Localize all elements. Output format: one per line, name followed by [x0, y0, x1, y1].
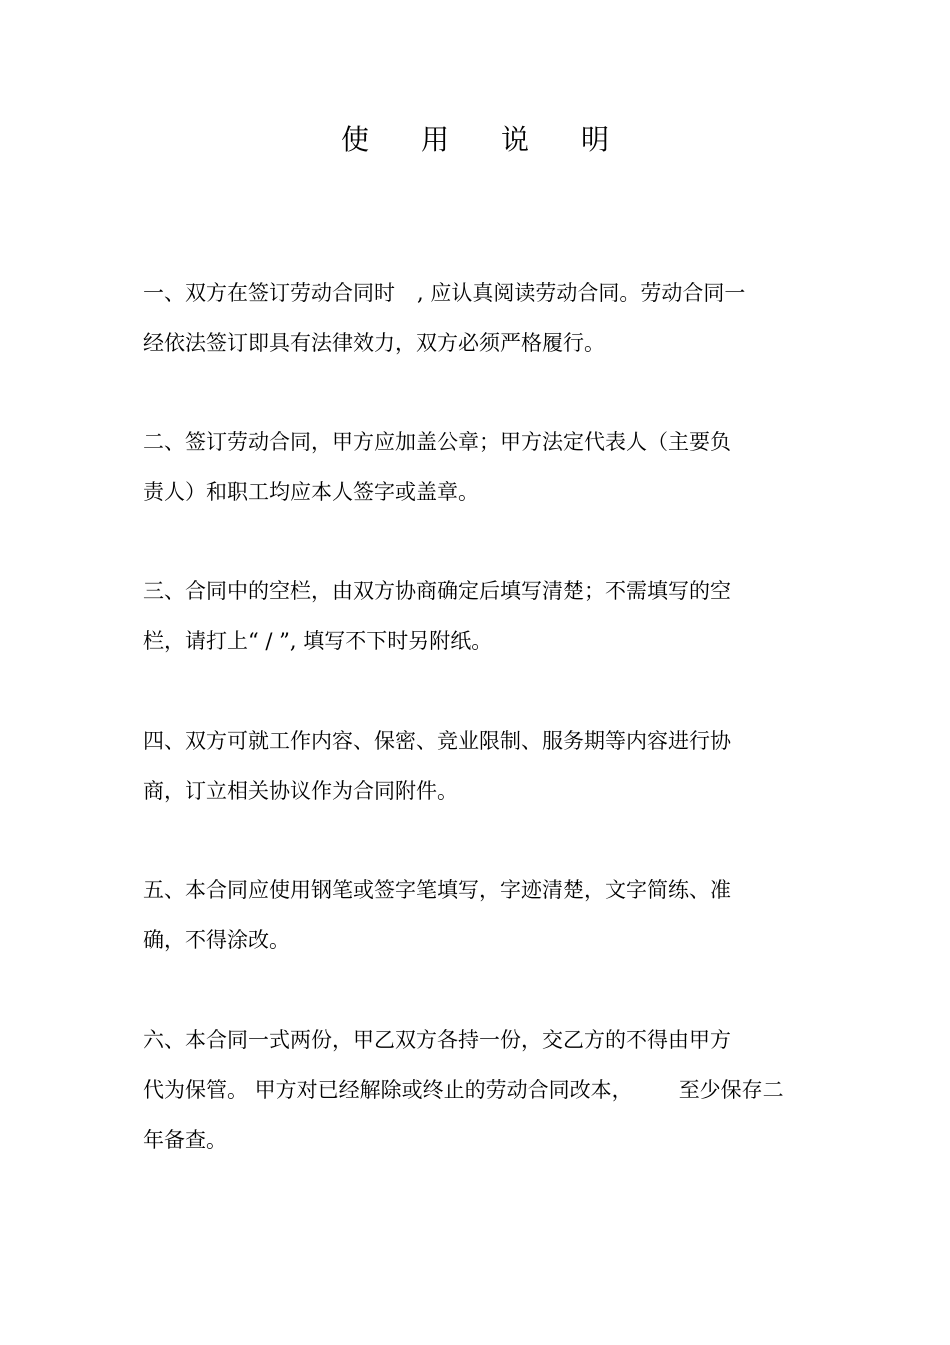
text-segment: 商，订立相关协议作为合同附件。: [143, 779, 458, 803]
page-title: [0, 120, 950, 160]
text-line: [143, 566, 843, 616]
text-segment: 栏，请打上“ / ”, 填写不下时另附纸。: [143, 629, 493, 653]
instruction-item-6: [143, 1015, 843, 1165]
text-segment: 二、签订劳动合同，甲方应加盖公章；甲方法定代表人（主要负: [143, 430, 731, 454]
text-line: [143, 417, 843, 467]
text-line: [143, 1065, 843, 1115]
text-line: [143, 865, 843, 915]
text-segment: 年备查。: [143, 1128, 227, 1152]
title-char: 使: [340, 123, 369, 156]
text-segment: 责人）和职工均应本人签字或盖章。: [143, 480, 479, 504]
text-line: [143, 915, 843, 965]
text-segment: 五、本合同应使用钢笔或签字笔填写，字迹清楚，文字简练、准: [143, 878, 731, 902]
text-segment: 经依法签订即具有法律效力，双方必须严格履行。: [143, 331, 605, 355]
instruction-item-5: [143, 865, 843, 965]
instruction-item-3: [143, 566, 843, 666]
text-line: [143, 467, 843, 517]
text-segment: 三、合同中的空栏，由双方协商确定后填写清楚；不需填写的空: [143, 579, 731, 603]
instruction-item-1: [143, 268, 843, 368]
text-segment: 确，不得涂改。: [143, 928, 290, 952]
text-segment: , 应认真阅读劳动合同。劳动合同一: [417, 281, 746, 305]
text-line: [143, 1015, 843, 1065]
text-line: [143, 318, 843, 368]
instruction-item-4: [143, 716, 843, 816]
text-segment: 四、双方可就工作内容、保密、竞业限制、服务期等内容进行协: [143, 729, 731, 753]
text-line: [143, 268, 843, 318]
title-char: 用: [420, 123, 449, 156]
text-line: [143, 766, 843, 816]
text-line: [143, 1115, 843, 1165]
text-segment: 至少保存二: [678, 1078, 784, 1102]
text-segment: 一、双方在签订劳动合同时: [143, 281, 395, 305]
title-char: 明: [581, 123, 610, 156]
text-segment: 代为保管。 甲方对已经解除或终止的劳动合同改本，: [143, 1078, 633, 1102]
text-segment: 六、本合同一式两份，甲乙双方各持一份，交乙方的不得由甲方: [143, 1028, 731, 1052]
title-char: 说: [501, 123, 530, 156]
text-line: [143, 716, 843, 766]
instruction-item-2: [143, 417, 843, 517]
text-line: [143, 616, 843, 666]
